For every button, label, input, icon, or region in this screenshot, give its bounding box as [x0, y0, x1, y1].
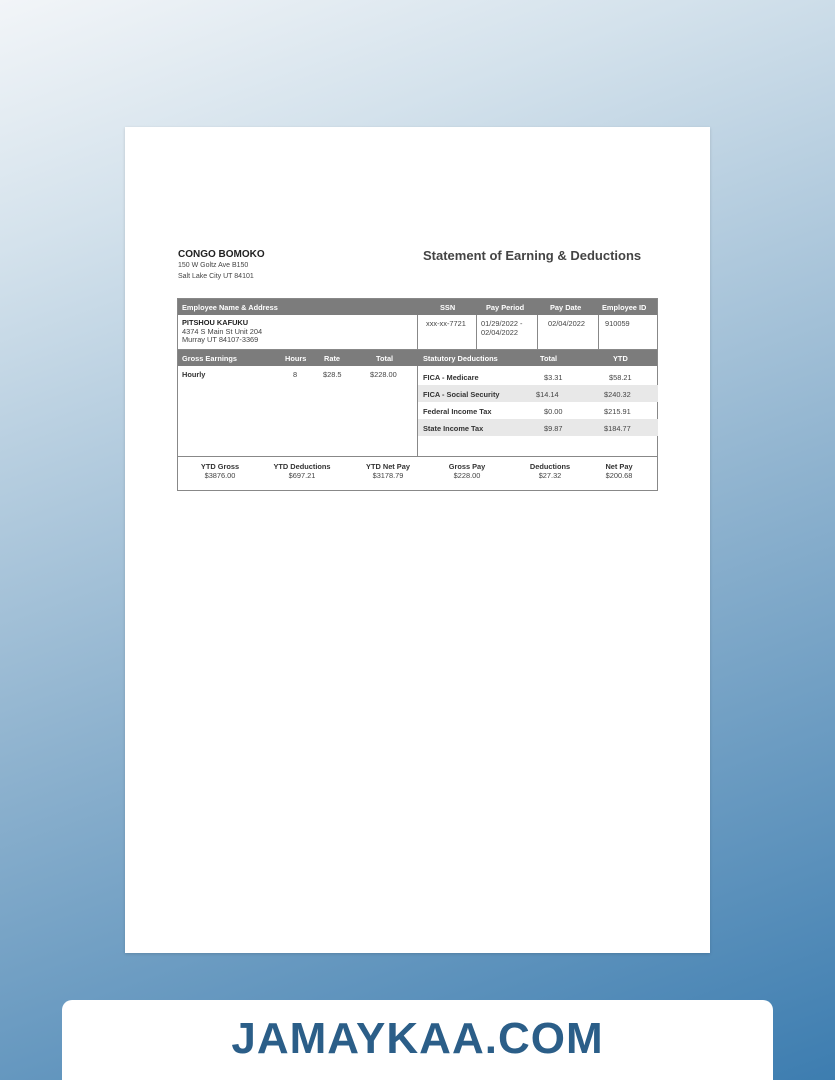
total-value: $3178.79 [372, 470, 404, 480]
total-value: $3876.00 [204, 470, 236, 480]
company-address-line2: Salt Lake City UT 84101 [178, 273, 254, 280]
deduction-label: FICA - Social Security [423, 390, 500, 399]
company-address-line1: 150 W Goltz Ave B150 [178, 262, 249, 269]
total-value: $200.68 [605, 470, 633, 480]
earning-rate: $28.5 [323, 370, 342, 379]
deduction-total: $3.31 [544, 373, 563, 382]
header-pay-date: Pay Date [550, 302, 582, 312]
total-label: Deductions [529, 462, 571, 471]
deduction-ytd: $58.21 [609, 373, 632, 382]
employee-ssn: xxx-xx-7721 [417, 315, 476, 350]
header-hours: Hours [285, 353, 307, 363]
deduction-row [418, 385, 658, 402]
earnings-header-row [178, 350, 657, 366]
total-label: YTD Gross [200, 462, 240, 471]
earning-hours: 8 [293, 370, 298, 379]
watermark-banner [62, 1000, 773, 1080]
totals-row [178, 456, 657, 490]
total-value: $697.21 [288, 470, 316, 480]
employee-info [182, 319, 262, 345]
header-pay-period: Pay Period [486, 302, 525, 312]
header-employee-id: Employee ID [602, 302, 647, 312]
employee-header-row [178, 299, 657, 315]
header-rate: Rate [324, 353, 341, 363]
header-ytd: YTD [613, 353, 628, 363]
earnings-deductions-body [178, 366, 657, 439]
pay-period-line2: 02/04/2022 [481, 328, 518, 337]
total-ytd-net-pay [356, 463, 420, 480]
earning-type: Hourly [182, 370, 206, 379]
deduction-row [418, 368, 658, 385]
employee-id: 910059 [598, 315, 658, 350]
column-divider [417, 439, 418, 456]
deduction-label: State Income Tax [423, 424, 484, 433]
employee-address-line1: 4374 S Main St Unit 204 [182, 326, 263, 336]
deduction-label: FICA - Medicare [423, 373, 479, 382]
statement-title: Statement of Earning & Deductions [423, 248, 642, 263]
deduction-total: $14.14 [536, 390, 559, 399]
spacer-row [178, 439, 657, 456]
header-statutory-deductions: Statutory Deductions [423, 353, 498, 363]
header-ssn: SSN [440, 302, 456, 312]
company-info [178, 249, 265, 282]
header-total: Total [376, 353, 394, 363]
total-ytd-gross [192, 463, 248, 480]
total-gross-pay [438, 463, 496, 480]
deduction-ytd: $215.91 [604, 407, 631, 416]
total-label: Net Pay [605, 462, 633, 471]
deduction-row [418, 402, 658, 419]
total-label: Gross Pay [448, 462, 486, 471]
total-deductions [518, 463, 582, 480]
total-net-pay [596, 463, 642, 480]
paystub-table [177, 298, 658, 491]
employee-pay-period [476, 315, 537, 350]
watermark-text: JAMAYKAA.COM [231, 1014, 604, 1063]
deduction-total: $9.87 [544, 424, 563, 433]
employee-address-line2: Murray UT 84107-3369 [182, 335, 259, 344]
deduction-ytd: $184.77 [604, 424, 631, 433]
company-name: CONGO BOMOKO [178, 249, 265, 260]
deduction-label: Federal Income Tax [423, 407, 492, 416]
deduction-ytd: $240.32 [604, 390, 631, 399]
earning-total: $228.00 [370, 370, 397, 379]
total-label: YTD Net Pay [366, 462, 410, 471]
header-employee: Employee Name & Address [182, 302, 278, 312]
total-value: $27.32 [538, 470, 562, 480]
total-ytd-deductions [266, 463, 338, 480]
header-deduction-total: Total [540, 353, 558, 363]
total-value: $228.00 [453, 470, 481, 480]
employee-name: PITSHOU KAFUKU [182, 318, 249, 327]
header-gross-earnings: Gross Earnings [182, 353, 238, 363]
deduction-row [418, 419, 658, 436]
pay-period-line1: 01/29/2022 - [481, 319, 523, 328]
deduction-total: $0.00 [544, 407, 563, 416]
paystub-document [125, 127, 710, 953]
employee-row [178, 315, 657, 350]
employee-pay-date: 02/04/2022 [537, 315, 598, 350]
total-label: YTD Deductions [273, 462, 331, 471]
